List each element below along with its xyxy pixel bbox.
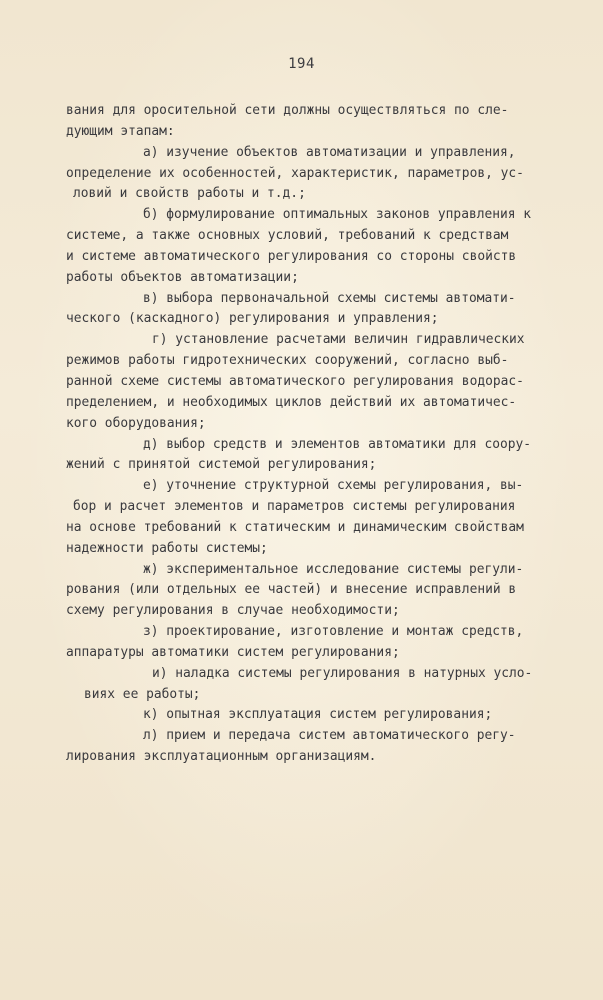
text-line: надежности работы системы;: [66, 540, 268, 556]
text-line: вания для оросительной сети должны осуществляться по сле-: [66, 103, 509, 118]
text-line: режимов работы гидротехнических сооружений, согласно выб-: [66, 353, 509, 369]
text-line: кого оборудования;: [66, 415, 206, 431]
text-line: жений с принятой системой регулирования;: [66, 457, 377, 473]
text-line: ранной схеме системы автоматического регулирования водорас-: [66, 373, 524, 389]
list-item-l: л) прием и передача систем автоматического регу-: [143, 728, 516, 744]
list-item-v: в) выбора первоначальной схемы системы автомати-: [143, 290, 516, 306]
list-item-b: б) формулирование оптимальных законов управления к: [143, 207, 532, 223]
text-line: и системе автоматического регулирования со стороны свойств: [66, 248, 517, 264]
list-item-d: д) выбор средств и элементов автоматики для соору-: [143, 436, 532, 452]
list-item-z: з) проектирование, изготовление и монтаж средств,: [143, 624, 524, 640]
text-line: на основе требований к статическим и динамическим свойствам: [66, 519, 524, 535]
list-item-a: а) изучение объектов автоматизации и управления,: [143, 144, 516, 160]
list-item-k: к) опытная эксплуатация систем регулирования;: [143, 707, 493, 723]
text-line: бор и расчет элементов и параметров системы регулирования: [73, 499, 516, 515]
text-line: ческого (каскадного) регулирования и управления;: [66, 311, 439, 327]
text-line: системе, а также основных условий, требований к средствам: [66, 228, 509, 244]
text-line: работы объектов автоматизации;: [66, 269, 299, 285]
page-number: 194: [288, 56, 315, 72]
text-line: определение их особенностей, характеристик, параметров, ус-: [66, 165, 524, 181]
text-line: пределением, и необходимых циклов действий их автоматичес-: [66, 394, 517, 410]
list-item-g: г) установление расчетами величин гидравлических: [152, 332, 525, 348]
text-line: рования (или отдельных ее частей) и внесение исправлений в: [66, 582, 517, 598]
list-item-zh: ж) экспериментальное исследование системы регули-: [143, 561, 524, 577]
text-line: виях ее работы;: [84, 686, 201, 702]
body-text: [66, 101, 586, 768]
text-line: дующим этапам:: [66, 123, 175, 139]
text-line: схему регулирования в случае необходимости;: [66, 603, 400, 619]
text-line: ловий и свойств работы и т.д.;: [73, 186, 306, 202]
text-line: аппаратуры автоматики систем регулирования;: [66, 644, 400, 660]
list-item-i: и) наладка системы регулирования в натурных усло-: [152, 665, 533, 681]
list-item-e: е) уточнение структурной схемы регулирования, вы-: [143, 478, 524, 494]
text-line: лирования эксплуатационным организациям.: [66, 749, 377, 765]
